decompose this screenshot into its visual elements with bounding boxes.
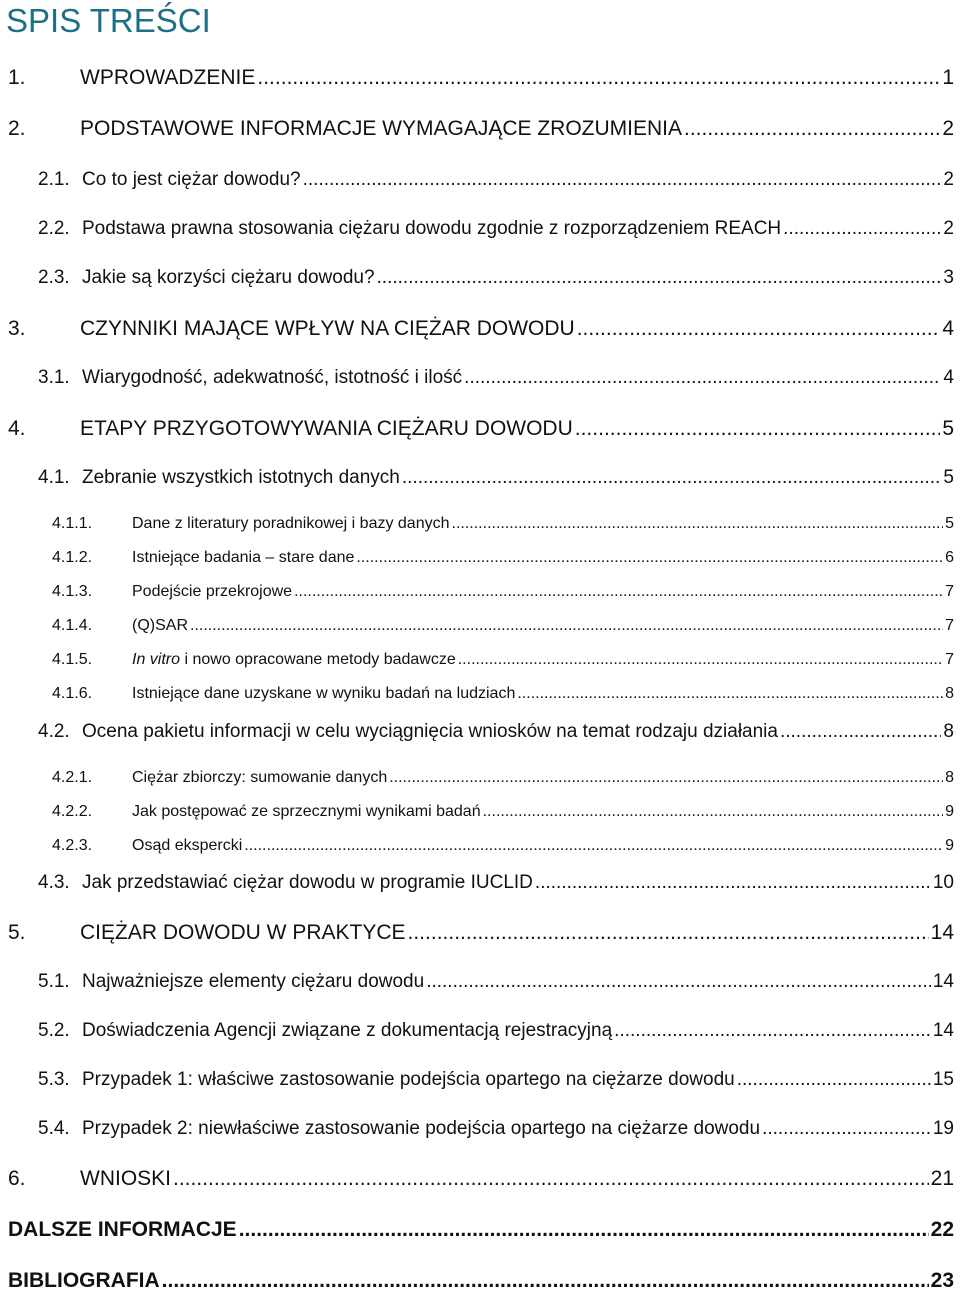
toc-entry[interactable] [52,617,954,635]
entry-text: Podejście przekrojowe [132,583,293,600]
leader-dots [303,169,942,191]
entry-number: 5.3. [38,1069,70,1090]
entry-page: 1 [942,66,954,89]
leader-dots [257,66,940,90]
entry-page: 7 [945,617,954,634]
entry-text: Jak postępować ze sprzecznymi wynikami badań [132,803,481,820]
leader-dots [173,1167,929,1191]
entry-text: DALSZE INFORMACJE [8,1218,237,1241]
entry-text: Istniejące badania – stare dane [132,549,355,566]
leader-dots [408,921,929,945]
leader-dots [575,417,941,441]
toc-entry[interactable] [52,549,954,567]
toc-entry[interactable] [52,769,954,787]
entry-text: Ciężar zbiorczy: sumowanie danych [132,769,388,786]
entry-text: i nowo opracowane metody badawcze [180,651,456,668]
leader-dots [377,267,942,289]
leader-dots [737,1069,931,1091]
entry-page: 15 [932,1069,954,1090]
leader-dots [402,467,942,489]
entry-text: Osąd ekspercki [132,837,243,854]
entry-text: Co to jest ciężar dowodu? [82,169,301,190]
entry-number: 2. [8,117,26,140]
leader-dots [762,1118,931,1140]
entry-text: Przypadek 1: właściwe zastosowanie podejścia opartego na ciężarze dowodu [82,1069,735,1090]
entry-number: 5.4. [38,1118,70,1139]
entry-number: 4.1. [38,467,70,488]
toc-entry[interactable] [8,1167,954,1191]
leader-dots [483,803,943,821]
entry-number: 3. [8,317,26,340]
toc-title: SPIS TREŚCI [6,2,211,39]
entry-page: 8 [945,685,954,702]
entry-number: 4.1.1. [52,515,93,532]
leader-dots [464,367,941,389]
toc-entry[interactable] [52,515,954,533]
entry-page: 19 [932,1118,954,1139]
entry-text: Najważniejsze elementy ciężaru dowodu [82,971,425,992]
entry-number: 2.2. [38,218,70,239]
entry-number: 4.1.4. [52,617,93,634]
entry-page: 5 [945,515,954,532]
toc-entry[interactable] [38,1020,954,1042]
entry-text-group [132,651,456,669]
toc-entry[interactable] [38,721,954,743]
toc-entry[interactable] [38,367,954,389]
entry-page: 2 [943,169,954,190]
toc-entry[interactable] [52,837,954,855]
entry-text: WNIOSKI [80,1167,172,1190]
toc-entry[interactable] [38,218,954,240]
entry-text: Dane z literatury poradnikowej i bazy danych [132,515,450,532]
leader-dots [614,1020,931,1042]
toc-entry[interactable] [52,685,954,703]
entry-page: 2 [943,218,954,239]
toc-entry[interactable] [38,872,954,894]
entry-page: 7 [945,651,954,668]
entry-text: Istniejące dane uzyskane w wyniku badań na ludziach [132,685,516,702]
entry-number: 4.2. [38,721,70,742]
entry-number: 4.2.3. [52,837,93,854]
entry-text: Jakie są korzyści ciężaru dowodu? [82,267,375,288]
entry-number: 4.1.6. [52,685,93,702]
entry-number: 5.2. [38,1020,70,1041]
entry-number: 6. [8,1167,26,1190]
leader-dots [426,971,931,993]
entry-number: 4.1.2. [52,549,93,566]
entry-page: 14 [930,921,954,944]
entry-page: 8 [945,769,954,786]
leader-dots [244,837,943,855]
entry-number: 3.1. [38,367,70,388]
leader-dots [389,769,943,787]
toc-entry[interactable] [38,971,954,993]
leader-dots [684,117,940,141]
entry-text: Przypadek 2: niewłaściwe zastosowanie podejścia opartego na ciężarze dowodu [82,1118,761,1139]
entry-number: 4. [8,417,26,440]
entry-text-italic: In vitro [132,651,181,668]
entry-page: 2 [942,117,954,140]
leader-dots [294,583,943,601]
leader-dots [517,685,943,703]
entry-text: Doświadczenia Agencji związane z dokumentacją rejestracyjną [82,1020,613,1041]
entry-page: 5 [942,417,954,440]
toc-entry[interactable] [8,317,954,341]
entry-page: 8 [943,721,954,742]
entry-number: 2.3. [38,267,70,288]
leader-dots [162,1269,929,1293]
toc-entry[interactable] [8,117,954,141]
toc-entry[interactable] [38,1118,954,1140]
entry-text: Zebranie wszystkich istotnych danych [82,467,400,488]
entry-text: WPROWADZENIE [80,66,256,89]
toc-entry[interactable] [8,417,954,441]
entry-text: CIĘŻAR DOWODU W PRAKTYCE [80,921,406,944]
entry-page: 3 [943,267,954,288]
toc-entry[interactable] [38,467,954,489]
entry-page: 5 [943,467,954,488]
entry-text: Wiarygodność, adekwatność, istotność i ilość [82,367,463,388]
leader-dots [780,721,941,743]
entry-text: CZYNNIKI MAJĄCE WPŁYW NA CIĘŻAR DOWODU [80,317,575,340]
entry-page: 9 [945,837,954,854]
toc-entry[interactable] [38,267,954,289]
toc-entry[interactable] [52,651,954,669]
leader-dots [458,651,943,669]
toc-entry[interactable] [8,921,954,945]
entry-page: 22 [930,1218,954,1241]
entry-page: 21 [930,1167,954,1190]
entry-number: 5.1. [38,971,70,992]
entry-page: 9 [945,803,954,820]
leader-dots [356,549,943,567]
toc-entry[interactable] [8,1218,954,1242]
leader-dots [577,317,941,341]
entry-number: 4.2.1. [52,769,93,786]
entry-page: 6 [945,549,954,566]
toc-entry[interactable] [8,1269,954,1293]
entry-number: 4.1.5. [52,651,93,668]
leader-dots [452,515,944,533]
entry-number: 2.1. [38,169,70,190]
entry-page: 23 [930,1269,954,1292]
toc-entry[interactable] [52,583,954,601]
entry-number: 4.1.3. [52,583,93,600]
entry-text: PODSTAWOWE INFORMACJE WYMAGAJĄCE ZROZUMIENIA [80,117,683,140]
entry-page: 4 [943,367,954,388]
entry-page: 10 [932,872,954,893]
leader-dots [783,218,941,240]
entry-page: 4 [942,317,954,340]
leader-dots [190,617,943,635]
entry-text: (Q)SAR [132,617,188,634]
entry-text: ETAPY PRZYGOTOWYWANIA CIĘŻARU DOWODU [80,417,573,440]
toc-entry[interactable] [38,1069,954,1091]
entry-page: 14 [932,971,954,992]
entry-text: Podstawa prawna stosowania ciężaru dowodu zgodnie z rozporządzeniem REACH [82,218,782,239]
entry-text: BIBLIOGRAFIA [8,1269,160,1292]
entry-number: 5. [8,921,26,944]
toc-entry[interactable] [8,66,954,90]
toc-entry[interactable] [52,803,954,821]
toc-entry[interactable] [38,169,954,191]
entry-number: 4.2.2. [52,803,93,820]
leader-dots [239,1218,929,1242]
entry-number: 1. [8,66,26,89]
entry-page: 7 [945,583,954,600]
entry-text: Jak przedstawiać ciężar dowodu w programie IUCLID [82,872,533,893]
entry-number: 4.3. [38,872,70,893]
entry-text: Ocena pakietu informacji w celu wyciągnięcia wniosków na temat rodzaju działania [82,721,778,742]
leader-dots [535,872,931,894]
entry-page: 14 [932,1020,954,1041]
